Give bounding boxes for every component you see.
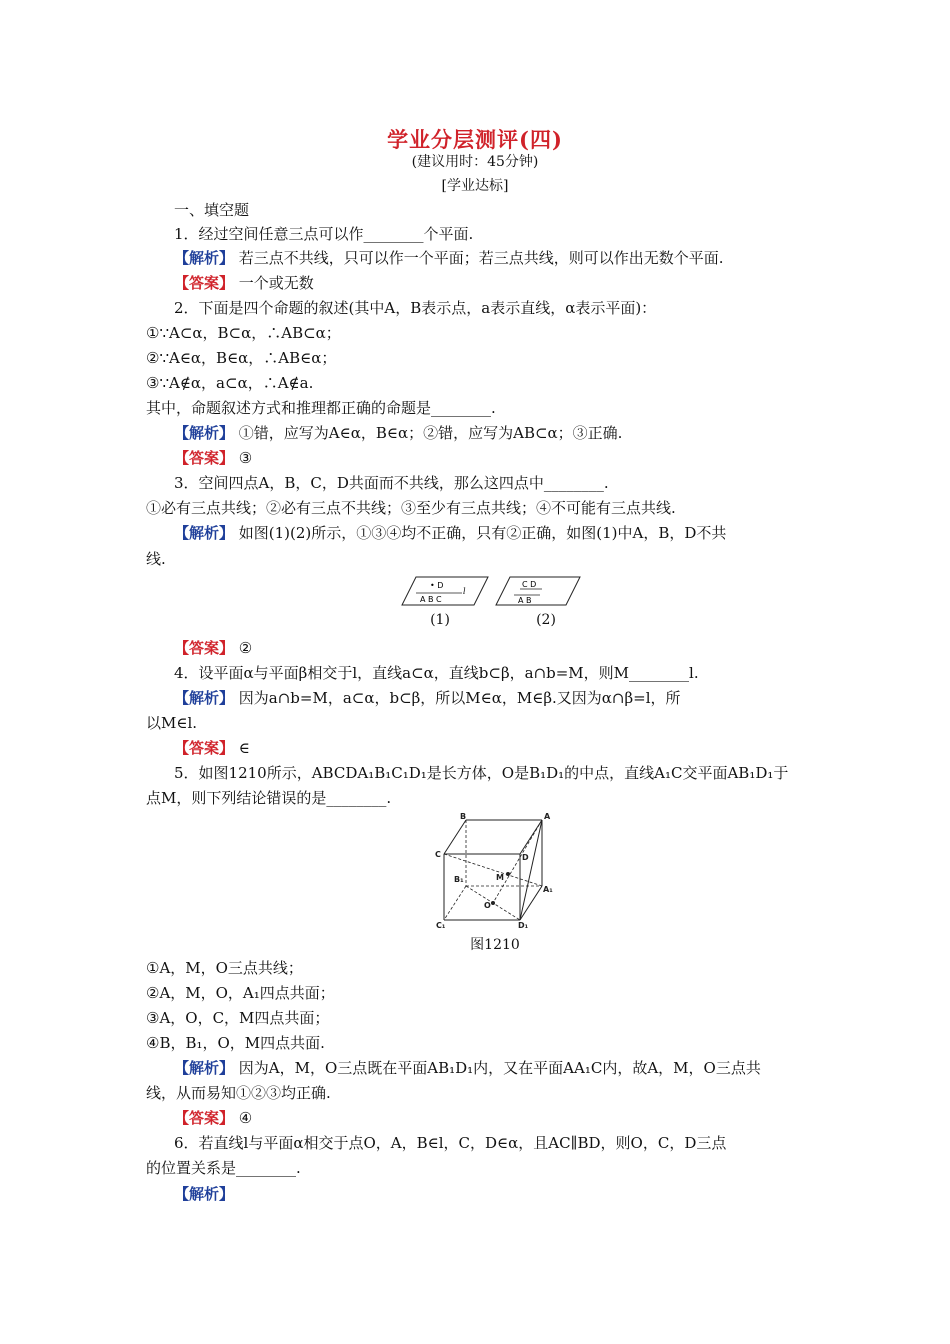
text-line [146,713,806,733]
line-text: 5．如图1210所示，ABCDA₁B₁C₁D₁是长方体，O是B₁D₁的中点，直线A₁C交平面AB₁D₁于 [174,764,789,782]
page-title: 学业分层测评(四) [387,127,563,152]
line-text: ②∵A∈α，B∈α，∴AB∈α； [146,349,337,367]
analysis-label: 【解析】 [174,249,235,267]
line-text: 一个或无数 [234,274,314,292]
line-text: 以M∈l. [146,714,198,732]
figure-1-caption: (1) [430,612,450,628]
line-text: ③∵A∉α，a⊂α，∴A∉a. [146,374,314,392]
line-text: 其中，命题叙述方式和推理都正确的命题是________. [146,399,496,417]
text-line [174,423,806,443]
plane-1 [402,577,488,605]
line-text: 若三点不共线，只可以作一个平面；若三点共线，则可以作出无数个平面. [234,249,724,267]
line-text: 因为a∩b=M，a⊂α，b⊂β，所以M∈α，M∈β.又因为α∩β=l，所 [234,689,681,707]
text-line [174,448,806,468]
label-c1: C₁ [436,921,446,930]
line-text: 一、填空题 [174,201,250,219]
figure-2-caption: (2) [536,612,556,628]
analysis-label: 【解析】 [174,689,235,707]
text-line [174,224,806,244]
fig1-bottom-label: A B C [420,595,442,604]
analysis-label: 【解析】 [174,424,235,442]
analysis-label: 【解析】 [174,524,235,542]
text-line [174,663,806,683]
text-line [174,738,806,758]
line-text: ①必有三点共线；②必有三点不共线；③至少有三点共线；④不可能有三点共线. [146,499,676,517]
label-d1: D₁ [518,921,529,930]
text-line [146,323,806,343]
text-line [146,1033,806,1053]
line-text: ④B，B₁，O，M四点共面. [146,1034,325,1052]
line-text: ③A，O，C，M四点共面； [146,1009,330,1027]
text-line [146,1083,806,1103]
text-line [174,248,806,268]
text-line [146,348,806,368]
line-text: ①∵A⊂α，B⊂α，∴AB⊂α； [146,324,341,342]
figure-cuboid [430,810,560,930]
label-o: O [484,901,491,910]
line-text: 线，从而易知①②③均正确. [146,1084,331,1102]
answer-label: 【答案】 [174,639,235,657]
text-line [146,958,806,978]
text-line [174,523,806,543]
line-text: 6．若直线l与平面α相交于点O，A，B∈l，C，D∈α，且AC∥BD，则O，C，D三点 [174,1134,727,1152]
answer-label: 【答案】 [174,274,235,292]
fig1-top-label: • D [430,581,444,590]
text-line [174,1108,806,1128]
fig2-bottom-label: A B [518,596,532,605]
fig1-l-label: l [463,587,466,596]
text-line [174,638,806,658]
label-d: D [522,853,529,862]
answer-label: 【答案】 [174,1109,235,1127]
line-text: ①A，M，O三点共线； [146,959,303,977]
text-line [174,273,806,293]
point-o [491,901,495,905]
analysis-label: 【解析】 [174,1059,235,1077]
text-line [174,1133,806,1153]
line-text: ④ [234,1109,253,1127]
line-text: 的位置关系是________. [146,1159,301,1177]
fig2-top-label: C D [522,580,537,589]
label-b: B [460,812,467,821]
line-text: 因为A，M，O三点既在平面AB₁D₁内，又在平面AA₁C内，故A，M，O三点共 [234,1059,761,1077]
text-line [174,688,806,708]
text-line [146,1158,806,1178]
text-line [146,788,806,808]
text-line [146,549,806,569]
analysis-label: 【解析】 [174,1185,235,1203]
line-text: ②A，M，O，A₁四点共面； [146,984,335,1002]
text-line [174,200,806,220]
line-text: ∈ [234,739,250,757]
figure-cube-caption: 图1210 [470,937,520,953]
page-subtitle: (建议用时：45分钟) [411,154,539,170]
text-line [174,763,806,783]
line-text: ①错，应写为A∈α，B∈α；②错，应写为AB⊂α；③正确. [234,424,623,442]
answer-label: 【答案】 [174,739,235,757]
label-m: M [496,873,504,882]
text-line [146,1008,806,1028]
text-line [146,398,806,418]
text-line [174,298,806,318]
answer-label: 【答案】 [174,449,235,467]
label-a: A [544,812,551,821]
text-line [146,983,806,1003]
figure-planes [400,573,590,613]
label-a1: A₁ [543,885,553,894]
line-text: 1．经过空间任意三点可以作________个平面. [174,225,474,243]
line-text: 4．设平面α与平面β相交于l，直线a⊂α，直线b⊂β，a∩b=M，则M________l. [174,664,699,682]
line-text: 如图(1)(2)所示，①③④均不正确，只有②正确，如图(1)中A，B，D不共 [234,524,727,542]
plane-2 [496,577,580,605]
line-text: 3．空间四点A，B，C，D共面而不共线，那么这四点中________. [174,474,609,492]
text-line [146,498,806,518]
text-line [174,1184,806,1204]
line-text: 点M，则下列结论错误的是________. [146,789,392,807]
text-line [146,373,806,393]
line-text: ③ [234,449,253,467]
line-text: 线. [146,550,166,568]
line-text: 2．下面是四个命题的叙述(其中A，B表示点，a表示直线，α表示平面)： [174,299,657,317]
label-b1: B₁ [454,875,464,884]
text-line [174,1058,806,1078]
line-text: ② [234,639,253,657]
text-line [174,473,806,493]
label-c: C [435,850,441,859]
point-m [506,872,510,876]
section-heading: [学业达标] [441,178,509,194]
